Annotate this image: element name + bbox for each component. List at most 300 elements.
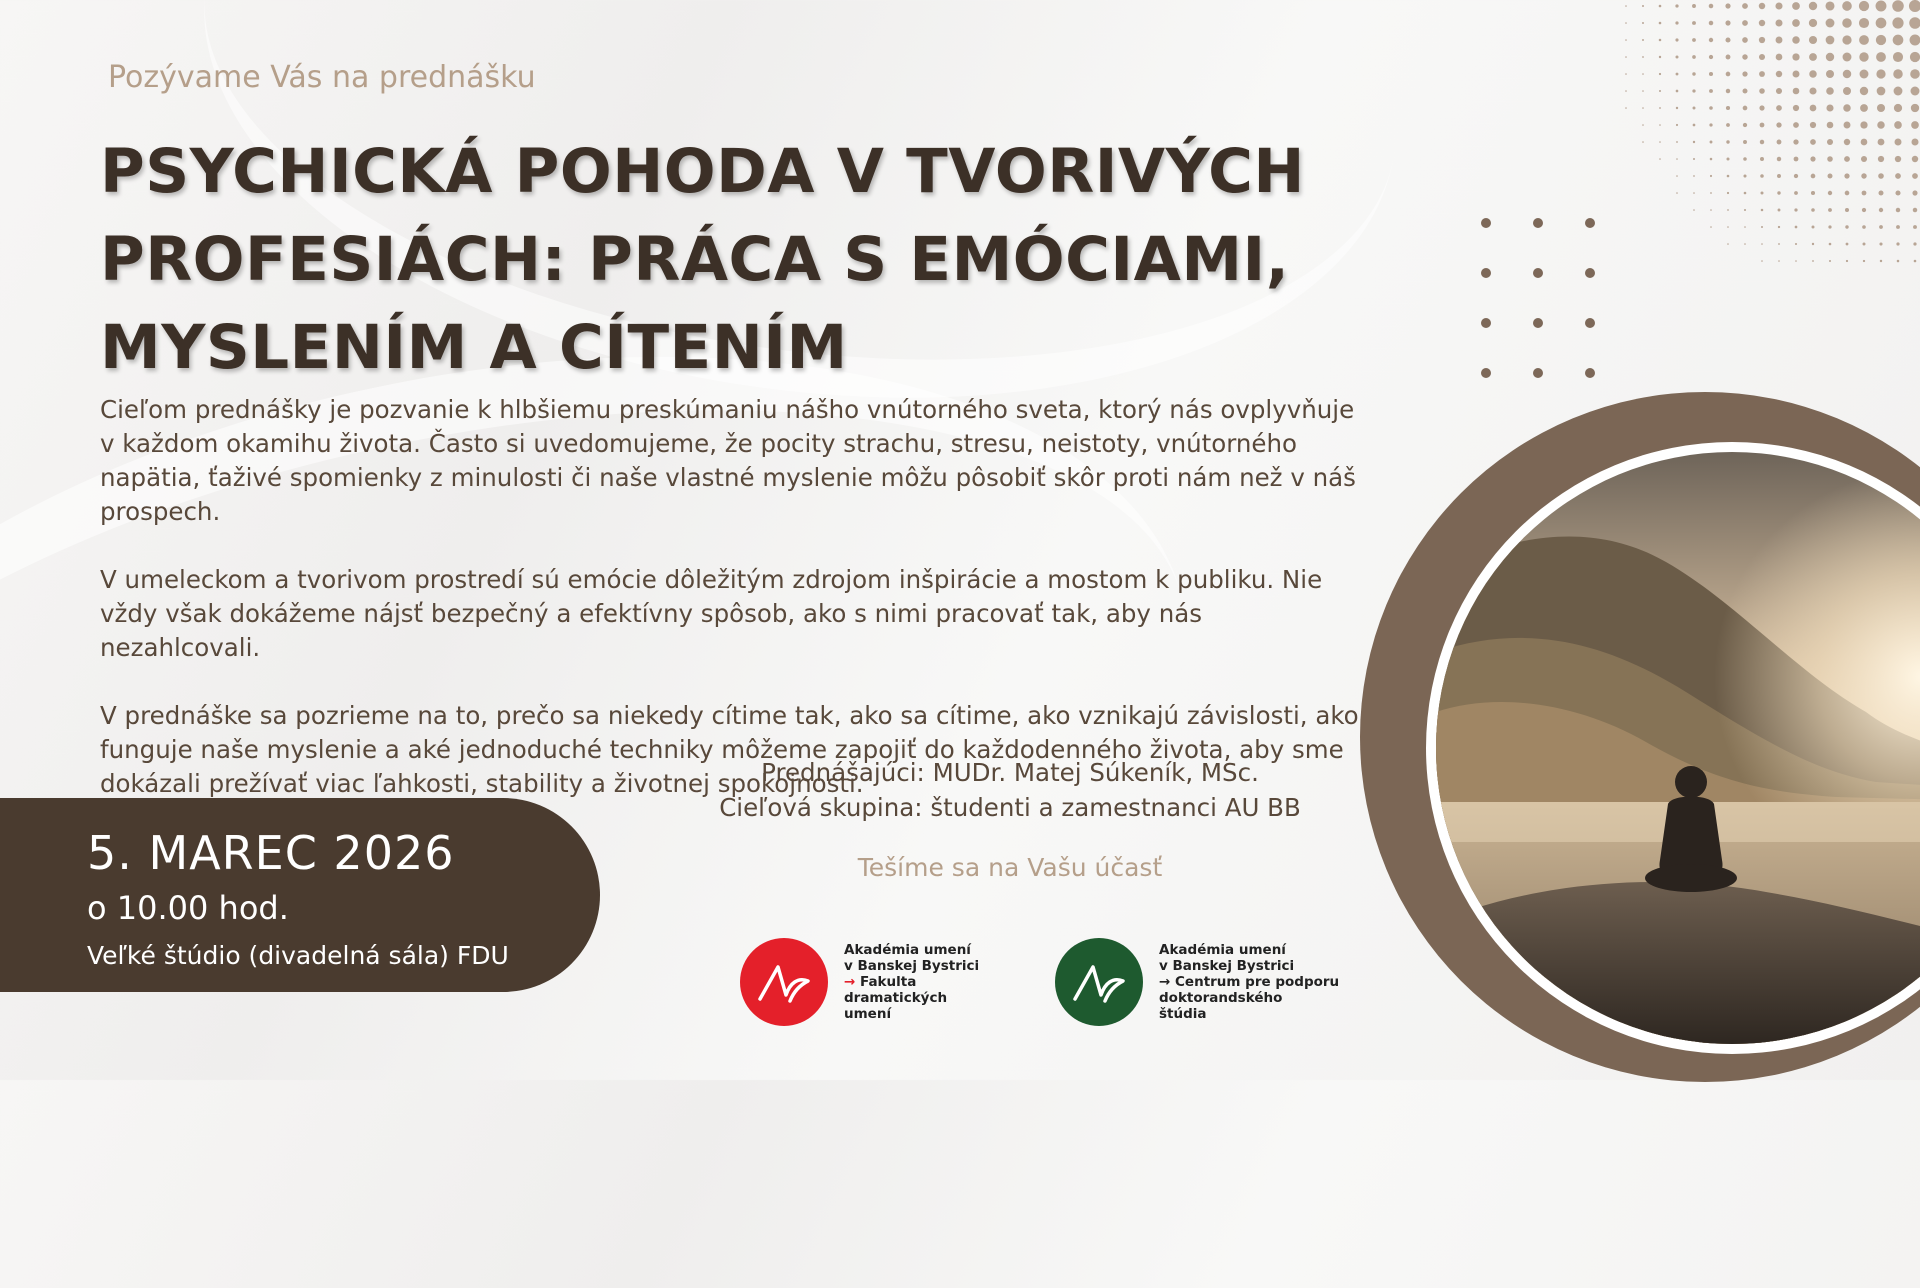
halftone-dot [1809,19,1817,27]
halftone-dot [1812,260,1814,262]
halftone-dot [1776,71,1782,77]
halftone-dot [1811,191,1815,195]
halftone-dot [1878,156,1884,162]
halftone-dot [1744,192,1747,195]
event-time: o 10.00 hod. [87,889,289,927]
lecture-title [100,128,1320,392]
halftone-dot [1726,72,1731,77]
halftone-dot [1642,107,1644,109]
halftone-dot [1760,157,1764,161]
halftone-dot [1859,35,1869,45]
event-venue: Veľké štúdio (divadelná sála) FDU [87,941,509,970]
halftone-dot [1909,0,1920,12]
halftone-dot [1812,243,1814,245]
title-line: PSYCHICKÁ POHODA V TVORIVÝCH [100,136,1305,207]
halftone-dot [1827,139,1833,145]
halftone-dot [1743,89,1748,94]
halftone-dot [1709,4,1714,9]
halftone-dot [1659,158,1661,160]
logo-text-line: štúdia [1159,1006,1207,1022]
description-paragraph: V umeleckom a tvorivom prostredí sú emócie dôležitým zdrojom inšpirácie a mostom k publiku. Nie vždy však dokážeme nájsť bezpečný a efektívny spôsob, ako s nimi pracovať tak, aby nás nezahlcovali. [100,565,1323,662]
halftone-dot [1879,191,1884,196]
halftone-dot [1625,73,1627,75]
halftone-dot [1725,20,1730,25]
invitation-heading: Pozývame Vás na prednášku [108,60,536,95]
halftone-dot [1726,123,1730,127]
halftone-dot [1914,260,1917,263]
halftone-dot [1759,37,1765,43]
halftone-dot [1625,22,1627,24]
logo-text-line: v Banskej Bystrici [1159,958,1295,974]
halftone-dot [1861,173,1866,178]
halftone-dot [1842,35,1851,44]
halftone-dot [1859,1,1869,11]
halftone-dot [1743,174,1746,177]
halftone-dot [1793,122,1799,128]
halftone-dot [1761,243,1763,245]
halftone-dot [1676,124,1678,126]
halftone-dot [1742,37,1748,43]
halftone-dot [1862,191,1867,196]
halftone-dot [1676,90,1679,93]
halftone-dot [1827,156,1833,162]
halftone-dot [1742,71,1747,76]
halftone-dot [1911,138,1918,145]
halftone-dot [1642,124,1644,126]
halftone-dot [1895,190,1900,195]
halftone-dot [1826,104,1833,111]
halftone-dot [1775,19,1782,26]
halftone-dot [1709,123,1712,126]
halftone-dot [1793,105,1799,111]
halftone-dot [1659,5,1662,8]
halftone-dot-pattern [1620,0,1920,270]
halftone-dot [1794,174,1798,178]
halftone-dot [1742,3,1748,9]
halftone-dot [1778,243,1780,245]
academy-logo-icon [1055,938,1143,1026]
halftone-dot [1859,52,1868,61]
halftone-dot [1693,175,1695,177]
halftone-dot [1709,89,1713,93]
arrow-right-icon: → [1159,974,1171,990]
event-date-banner [0,798,600,992]
grid-dot [1533,318,1543,328]
halftone-dot [1726,140,1729,143]
halftone-dot [1760,123,1765,128]
halftone-dot [1846,260,1848,262]
halftone-dot [1896,242,1899,245]
arrow-right-icon: → [844,974,856,990]
halftone-dot [1692,72,1695,75]
halftone-dot [1879,208,1883,212]
halftone-dot [1693,158,1695,160]
halftone-dot [1692,55,1696,59]
halftone-dot [1861,156,1867,162]
halftone-dot [1709,38,1713,42]
halftone-dot [1743,123,1747,127]
halftone-dot [1895,156,1901,162]
grid-dot [1585,318,1595,328]
grid-dot [1481,318,1491,328]
halftone-dot [1842,1,1852,11]
halftone-dot [1829,260,1831,262]
halftone-dot [1676,141,1678,143]
halftone-dot [1659,141,1661,143]
halftone-dot [1725,3,1730,8]
halftone-dot [1825,1,1834,10]
halftone-dot [1676,73,1679,76]
logo-text-part: Centrum pre podporu [1175,974,1340,990]
halftone-dot [1846,243,1849,246]
halftone-dot [1676,158,1678,160]
halftone-dot [1845,191,1850,196]
grid-dot [1585,268,1595,278]
halftone-dot [1776,122,1781,127]
halftone-dot [1829,243,1832,246]
halftone-dot [1811,208,1815,212]
halftone-dot [1911,121,1919,129]
halftone-dot [1710,209,1712,211]
doctoral-center-logo-text [1159,942,1339,1022]
halftone-dot [1794,208,1797,211]
halftone-dot [1828,208,1832,212]
halftone-dot [1826,87,1834,95]
halftone-dot [1793,88,1800,95]
halftone-dot [1675,21,1678,24]
halftone-dot [1775,2,1782,9]
halftone-dot [1843,104,1851,112]
halftone-dot [1876,18,1887,29]
halftone-dot [1693,192,1695,194]
halftone-dot [1862,208,1866,212]
halftone-dot [1911,104,1919,112]
halftone-dot [1811,174,1816,179]
halftone-dot [1675,55,1678,58]
halftone-dot [1676,192,1678,194]
halftone-dot [1826,36,1835,45]
halftone-dot [1778,226,1780,228]
halftone-dot [1912,190,1917,195]
halftone-dot [1776,37,1783,44]
halftone-dot [1893,52,1903,62]
halftone-dot [1896,208,1900,212]
halftone-dot [1625,56,1627,58]
halftone-dot [1862,225,1866,229]
halftone-dot [1877,87,1886,96]
halftone-dot [1710,158,1713,161]
halftone-dot [1795,260,1797,262]
halftone-dot [1861,139,1868,146]
halftone-dot [1894,87,1903,96]
halftone-dot [1743,106,1748,111]
halftone-dot [1776,88,1782,94]
halftone-dot [1860,121,1867,128]
logo-text-line [844,974,979,990]
halftone-dot [1894,121,1902,129]
halftone-dot [1726,55,1731,60]
halftone-dot [1794,157,1799,162]
grid-dot [1481,368,1491,378]
halftone-dot [1642,5,1644,7]
halftone-dot [1659,22,1662,25]
halftone-dot [1893,35,1904,46]
halftone-dot [1826,53,1834,61]
halftone-dot [1642,39,1644,41]
halftone-dot [1726,106,1730,110]
halftone-dot [1812,226,1815,229]
halftone-dot [1693,107,1696,110]
halftone-dot [1642,56,1644,58]
halftone-dot [1760,174,1764,178]
halftone-dot [1776,105,1782,111]
fdu-logo-text [844,942,979,1022]
halftone-dot [1809,53,1817,61]
halftone-dot [1709,72,1713,76]
halftone-dot [1876,1,1887,12]
grid-dot [1481,218,1491,228]
logo-text-line: v Banskej Bystrici [844,958,980,974]
dot-grid-decoration [1480,215,1600,385]
halftone-dot [1844,173,1849,178]
halftone-dot [1709,21,1714,26]
halftone-dot [1794,191,1798,195]
halftone-dot [1692,38,1696,42]
halftone-dot [1896,225,1900,229]
halftone-dot [1710,226,1712,228]
halftone-dot [1843,87,1851,95]
halftone-dot [1894,104,1902,112]
halftone-dot [1793,139,1798,144]
halftone-dot [1693,124,1696,127]
halftone-dot [1810,105,1817,112]
halftone-dot [1878,139,1885,146]
halftone-dot [1793,71,1800,78]
logo-text-line: Akadémia umení [1159,942,1286,958]
halftone-dot [1826,70,1834,78]
halftone-dot [1809,87,1816,94]
halftone-dot [1726,157,1729,160]
halftone-dot [1710,192,1712,194]
halftone-dot [1845,225,1848,228]
halftone-dot [1760,191,1763,194]
halftone-dot [1827,122,1834,129]
halftone-dot [1625,5,1627,7]
halftone-dot [1625,90,1627,92]
halftone-dot [1742,54,1747,59]
halftone-dot [1675,38,1678,41]
halftone-dot [1777,140,1782,145]
halftone-dot [1876,52,1886,62]
halftone-dot [1892,0,1904,12]
halftone-dot [1659,107,1661,109]
halftone-dot [1876,69,1885,78]
halftone-dot [1860,104,1868,112]
halftone-dot [1879,242,1882,245]
halftone-dot [1759,20,1765,26]
halftone-dot [1844,156,1850,162]
halftone-dot [1659,39,1662,42]
grid-dot [1533,268,1543,278]
halftone-dot [1897,260,1900,263]
halftone-dot [1863,260,1865,262]
halftone-dot [1778,260,1780,262]
halftone-dot [1810,139,1816,145]
halftone-dot [1810,156,1815,161]
halftone-dot [1859,18,1869,28]
title-line: MYSLENÍM A CÍTENÍM [100,312,848,383]
halftone-dot [1893,69,1903,79]
logo-text-line: dramatických [844,990,948,1006]
halftone-dot [1642,22,1644,24]
halftone-dot [1625,39,1627,41]
halftone-dot [1744,209,1746,211]
halftone-dot [1659,124,1661,126]
halftone-dot [1659,56,1661,58]
halftone-dot [1727,243,1729,245]
halftone-dot [1876,35,1886,45]
halftone-dot [1828,225,1831,228]
lecturer-name: Prednášajúci: MUDr. Matej Súkeník, MSc. [761,758,1259,787]
halftone-dot [1709,55,1713,59]
halftone-dot [1642,73,1644,75]
halftone-dot [1710,175,1712,177]
halftone-dot [1843,70,1852,79]
halftone-dot [1642,141,1644,143]
logo-text-line [1159,974,1339,990]
halftone-dot [1877,104,1885,112]
halftone-dot [1743,140,1747,144]
halftone-dot [1693,209,1695,211]
logo-text-line: Akadémia umení [844,942,971,958]
halftone-dot [1742,20,1748,26]
halftone-dot [1692,21,1696,25]
halftone-dot [1826,19,1835,28]
logo-text-line: doktorandského [1159,990,1283,1006]
halftone-dot [1880,260,1882,262]
halftone-dot [1727,209,1729,211]
halftone-dot [1912,173,1918,179]
halftone-dot [1843,53,1852,62]
halftone-dot [1863,243,1866,246]
grid-dot [1533,218,1543,228]
halftone-dot [1910,35,1920,46]
halftone-dot [1778,209,1781,212]
halftone-dot [1828,191,1832,195]
halftone-dot [1727,192,1729,194]
halftone-dot [1911,87,1920,96]
halftone-dot [1777,174,1781,178]
logo-text-part: Fakulta [860,974,917,990]
halftone-dot [1710,141,1713,144]
title-line: PROFESIÁCH: PRÁCA S EMÓCIAMI, [100,224,1290,295]
halftone-dot [1895,173,1901,179]
halftone-dot [1675,4,1678,7]
halftone-dot [1795,243,1797,245]
halftone-dot [1892,17,1903,28]
halftone-dot [1844,122,1851,129]
halftone-dot [1842,18,1852,28]
halftone-dot [1659,73,1661,75]
halftone-dot [1810,122,1816,128]
description-paragraph: V prednáške sa pozrieme na to, prečo sa niekedy cítime tak, ako sa cítime, ako vznikajú závislosti, ako funguje naše myslenie a aké jednoduché techniky môžeme zapojiť do každodenného života, aby sme dokázali prežívať viac ľahkosti, stability a životnej spokojnosti. [100,701,1359,798]
grid-dot [1481,268,1491,278]
grid-dot [1585,218,1595,228]
halftone-dot [1727,175,1730,178]
halftone-dot [1828,174,1833,179]
halftone-dot [1860,87,1868,95]
halftone-dot [1912,156,1918,162]
halftone-dot [1809,70,1817,78]
halftone-dot [1910,52,1920,62]
halftone-dot [1792,36,1800,44]
halftone-dot [1760,140,1764,144]
halftone-dot [1792,19,1800,27]
halftone-dot [1860,70,1869,79]
halftone-dot [1709,106,1713,110]
halftone-dot [1744,243,1746,245]
halftone-dot [1792,53,1799,60]
halftone-dot [1895,139,1902,146]
halftone-dot [1676,107,1678,109]
halftone-dot [1726,89,1730,93]
halftone-dot [1845,208,1849,212]
halftone-dot [1878,173,1884,179]
halftone-dot [1692,4,1696,8]
halftone-dot [1759,54,1765,60]
halftone-dot [1759,88,1765,94]
halftone-dot [1776,54,1783,61]
academy-logo-icon [740,938,828,1026]
doctoral-center-logo [1055,938,1339,1026]
halftone-dot [1844,139,1850,145]
closing-note: Tešíme sa na Vašu účasť [857,853,1163,882]
halftone-dot [1877,121,1884,128]
halftone-dot [1777,157,1781,161]
halftone-dot [1759,105,1764,110]
halftone-dot [1792,2,1800,10]
halftone-dot [1659,90,1661,92]
halftone-dot [1725,37,1730,42]
description-paragraph: Cieľom prednášky je pozvanie k hlbšiemu preskúmaniu nášho vnútorného sveta, ktorý nás ovplyvňuje v každom okamihu života. Často si uvedomujeme, že pocity strachu, stresu, neistoty, vnútorného napätia, ťaživé spomienky z minulosti či naše vlastné myslenie môžu pôsobiť skôr proti nám než v náš prospech. [100,395,1356,526]
halftone-dot [1913,242,1916,245]
halftone-dot [1809,36,1817,44]
halftone-dot [1913,208,1918,213]
halftone-dot [1761,226,1763,228]
halftone-dot [1761,209,1764,212]
halftone-dot [1759,71,1765,77]
grid-dot [1585,368,1595,378]
halftone-dot [1795,226,1798,229]
halftone-dot [1625,107,1627,109]
halftone-dot [1676,175,1678,177]
halftone-dot [1909,17,1920,29]
halftone-dot [1910,69,1920,79]
halftone-dot [1744,226,1746,228]
halftone-dot [1727,226,1729,228]
halftone-dot [1809,2,1817,10]
target-group: Cieľová skupina: študenti a zamestnanci AU BB [719,793,1301,822]
halftone-dot [1761,260,1763,262]
halftone-dot [1879,225,1883,229]
logo-text-line: umení [844,1006,892,1022]
halftone-dot [1692,89,1695,92]
event-date: 5. MAREC 2026 [87,826,455,880]
halftone-dot [1759,3,1765,9]
halftone-dot [1743,157,1747,161]
halftone-dot [1693,141,1695,143]
lecture-info [700,755,1320,825]
